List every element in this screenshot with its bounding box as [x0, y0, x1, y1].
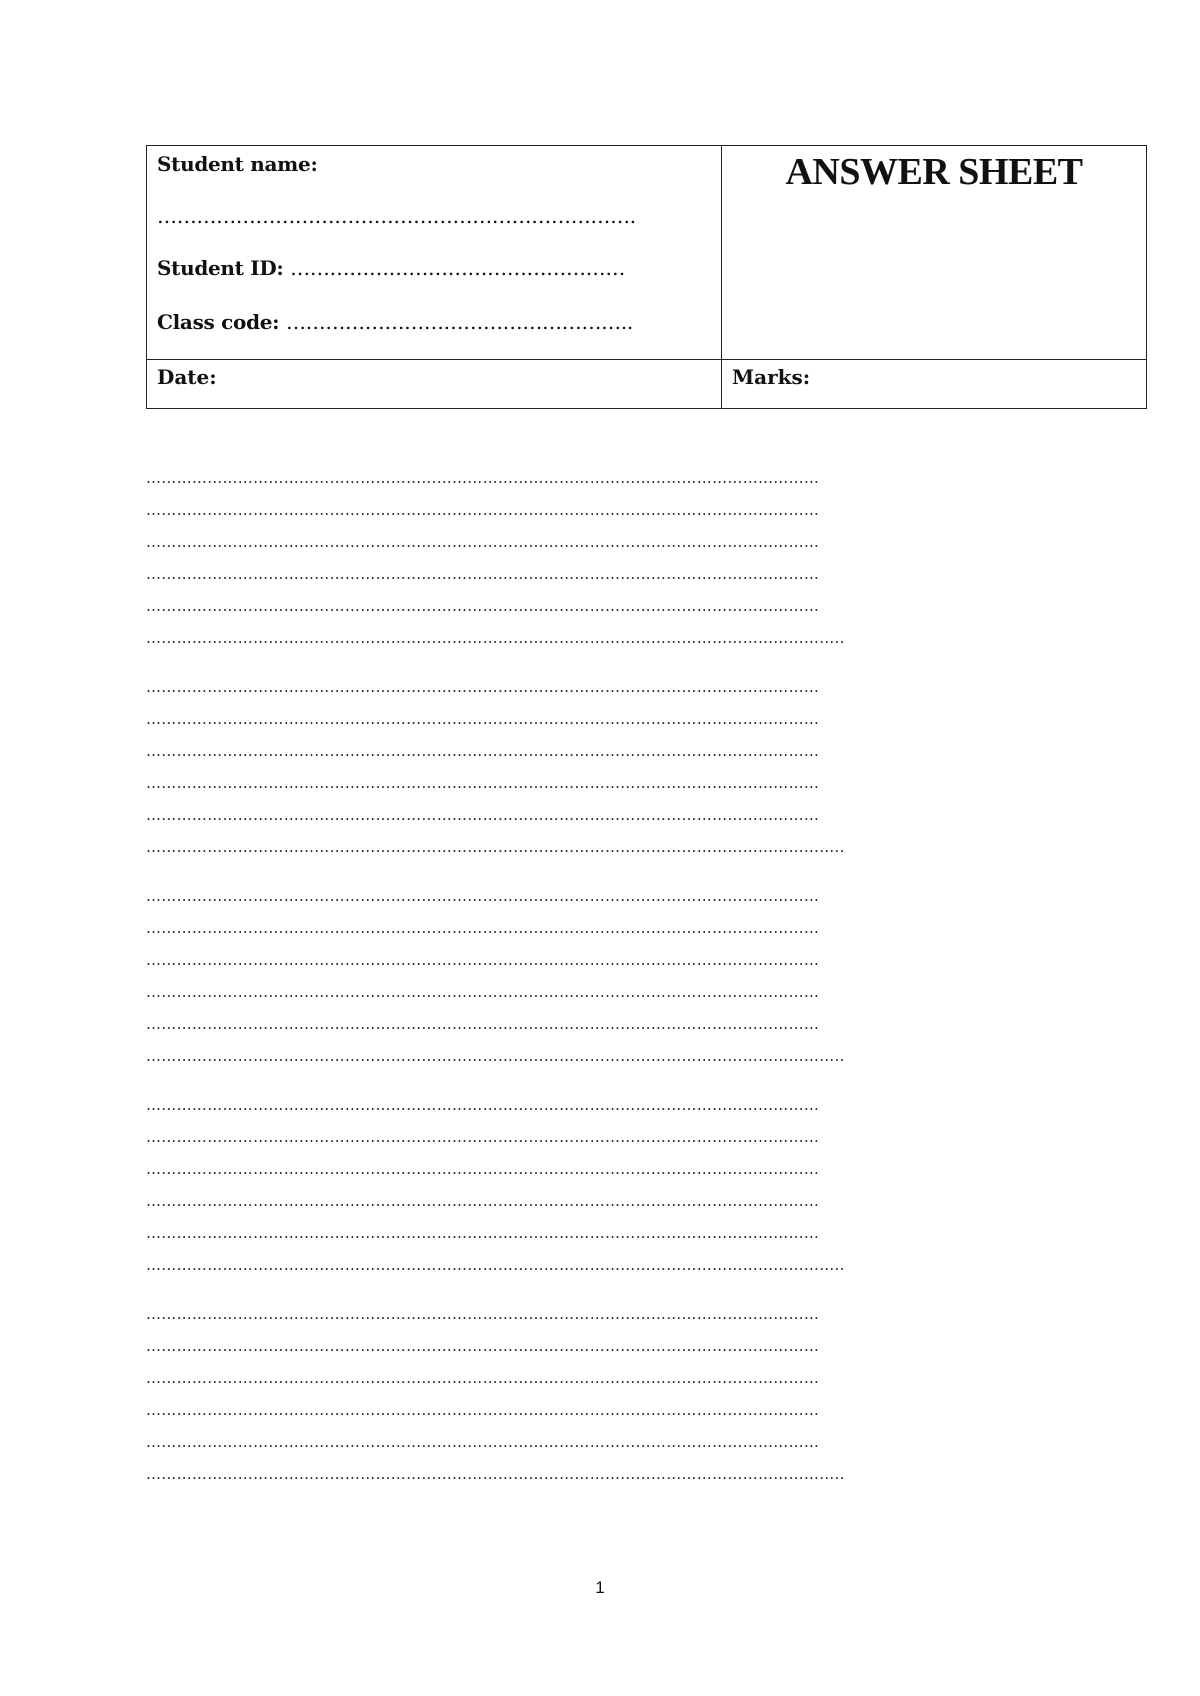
- answer-line[interactable]: ……………………………………………………………………………………………………………………: [146, 1224, 820, 1242]
- class-code-label: Class code:: [157, 310, 280, 334]
- answer-line[interactable]: ………………………………………………………………………………………………………………………..: [146, 1256, 845, 1274]
- student-name-label: Student name:: [157, 152, 318, 176]
- answer-line[interactable]: ……………………………………………………………………………………………………………………: [146, 1192, 820, 1210]
- answer-block: [146, 671, 1106, 863]
- answer-line[interactable]: ……………………………………………………………………………………………………………………: [146, 678, 820, 696]
- answer-line[interactable]: ……………………………………………………………………………………………………………………: [146, 1433, 820, 1451]
- class-code-row: [157, 310, 633, 334]
- marks-label: Marks:: [732, 365, 811, 389]
- answer-line[interactable]: ……………………………………………………………………………………………………………………: [146, 919, 820, 937]
- answer-block: [146, 1298, 1106, 1490]
- answer-block: [146, 462, 1106, 654]
- answer-line[interactable]: ……………………………………………………………………………………………………………………: [146, 1337, 820, 1355]
- answer-block: [146, 1089, 1106, 1281]
- class-code-field[interactable]: ……………………………………………..: [285, 310, 633, 334]
- answer-line[interactable]: ……………………………………………………………………………………………………………………: [146, 806, 820, 824]
- marks-cell[interactable]: [722, 360, 1147, 409]
- answer-line[interactable]: ……………………………………………………………………………………………………………………: [146, 774, 820, 792]
- answer-line[interactable]: ………………………………………………………………………………………………………………………..: [146, 1047, 845, 1065]
- answer-line[interactable]: ……………………………………………………………………………………………………………………: [146, 501, 820, 519]
- student-id-label: Student ID:: [157, 256, 284, 280]
- date-cell[interactable]: [147, 360, 722, 409]
- answer-block: [146, 880, 1106, 1072]
- student-id-row: [157, 256, 625, 280]
- answer-line[interactable]: ……………………………………………………………………………………………………………………: [146, 742, 820, 760]
- answer-line[interactable]: ……………………………………………………………………………………………………………………: [146, 1369, 820, 1387]
- answer-line[interactable]: ……………………………………………………………………………………………………………………: [146, 1128, 820, 1146]
- answer-line[interactable]: ……………………………………………………………………………………………………………………: [146, 951, 820, 969]
- page-title: ANSWER SHEET: [785, 151, 1083, 193]
- answer-line[interactable]: ……………………………………………………………………………………………………………………: [146, 1015, 820, 1033]
- header-table: [146, 145, 1147, 409]
- answer-line[interactable]: ……………………………………………………………………………………………………………………: [146, 1305, 820, 1323]
- answer-line[interactable]: ……………………………………………………………………………………………………………………: [146, 710, 820, 728]
- answer-line[interactable]: ……………………………………………………………………………………………………………………: [146, 1096, 820, 1114]
- answer-area: [146, 462, 1106, 1507]
- student-info-cell: [147, 146, 722, 360]
- title-cell: [722, 146, 1147, 360]
- answer-line[interactable]: ……………………………………………………………………………………………………………………: [146, 565, 820, 583]
- date-label: Date:: [157, 365, 217, 389]
- answer-line[interactable]: ………………………………………………………………………………………………………………………..: [146, 838, 845, 856]
- answer-line[interactable]: ……………………………………………………………………………………………………………………: [146, 469, 820, 487]
- student-id-field[interactable]: ……………………………………………: [290, 256, 626, 280]
- answer-line[interactable]: ………………………………………………………………………………………………………………………..: [146, 1465, 845, 1483]
- answer-line[interactable]: ………………………………………………………………………………………………………………………..: [146, 629, 845, 647]
- student-name-field[interactable]: ……………………………………………………………….: [157, 204, 636, 228]
- answer-line[interactable]: ……………………………………………………………………………………………………………………: [146, 1160, 820, 1178]
- answer-line[interactable]: ……………………………………………………………………………………………………………………: [146, 887, 820, 905]
- answer-line[interactable]: ……………………………………………………………………………………………………………………: [146, 533, 820, 551]
- page-number: 1: [595, 1578, 605, 1597]
- answer-line[interactable]: ……………………………………………………………………………………………………………………: [146, 597, 820, 615]
- answer-line[interactable]: ……………………………………………………………………………………………………………………: [146, 1401, 820, 1419]
- answer-line[interactable]: ……………………………………………………………………………………………………………………: [146, 983, 820, 1001]
